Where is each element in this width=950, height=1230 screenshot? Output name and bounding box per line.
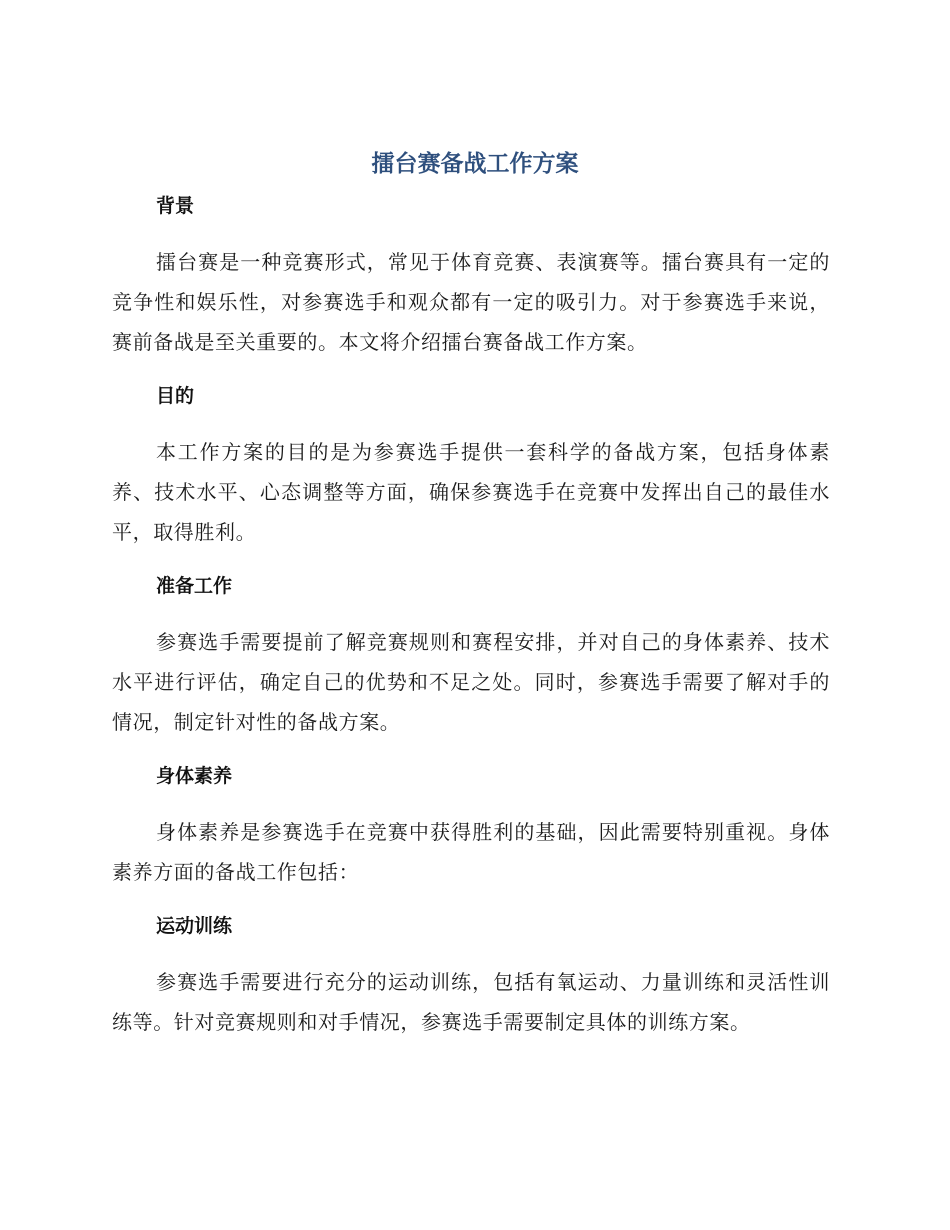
section-exercise-training [112,910,830,1042]
section-physical-fitness [112,760,830,892]
section-heading: 身体素养 [156,765,233,787]
section-paragraph: 本工作方案的目的是为参赛选手提供一套科学的备战方案，包括身体素养、技术水平、心态调整等方面，确保参赛选手在竞赛中发挥出自己的最佳水平，取得胜利。 [112,440,830,544]
section-heading: 目的 [156,385,195,407]
section-paragraph: 身体素养是参赛选手在竞赛中获得胜利的基础，因此需要特别重视。身体素养方面的备战工作包括： [112,820,830,884]
document-title: 擂台赛备战工作方案 [371,151,579,177]
document-body [112,190,830,1042]
section-heading: 背景 [156,195,195,217]
section-preparation [112,570,830,742]
section-paragraph: 擂台赛是一种竞赛形式，常见于体育竞赛、表演赛等。擂台赛具有一定的竞争性和娱乐性，对参赛选手和观众都有一定的吸引力。对于参赛选手来说，赛前备战是至关重要的。本文将介绍擂台赛备战工作方案。 [112,250,830,354]
section-paragraph: 参赛选手需要提前了解竞赛规则和赛程安排，并对自己的身体素养、技术水平进行评估，确定自己的优势和不足之处。同时，参赛选手需要了解对手的情况，制定针对性的备战方案。 [112,630,830,734]
section-heading: 运动训练 [156,915,233,937]
section-background [112,190,830,362]
section-paragraph: 参赛选手需要进行充分的运动训练，包括有氧运动、力量训练和灵活性训练等。针对竞赛规则和对手情况，参赛选手需要制定具体的训练方案。 [112,970,830,1034]
section-heading: 准备工作 [156,575,233,597]
section-purpose [112,380,830,552]
